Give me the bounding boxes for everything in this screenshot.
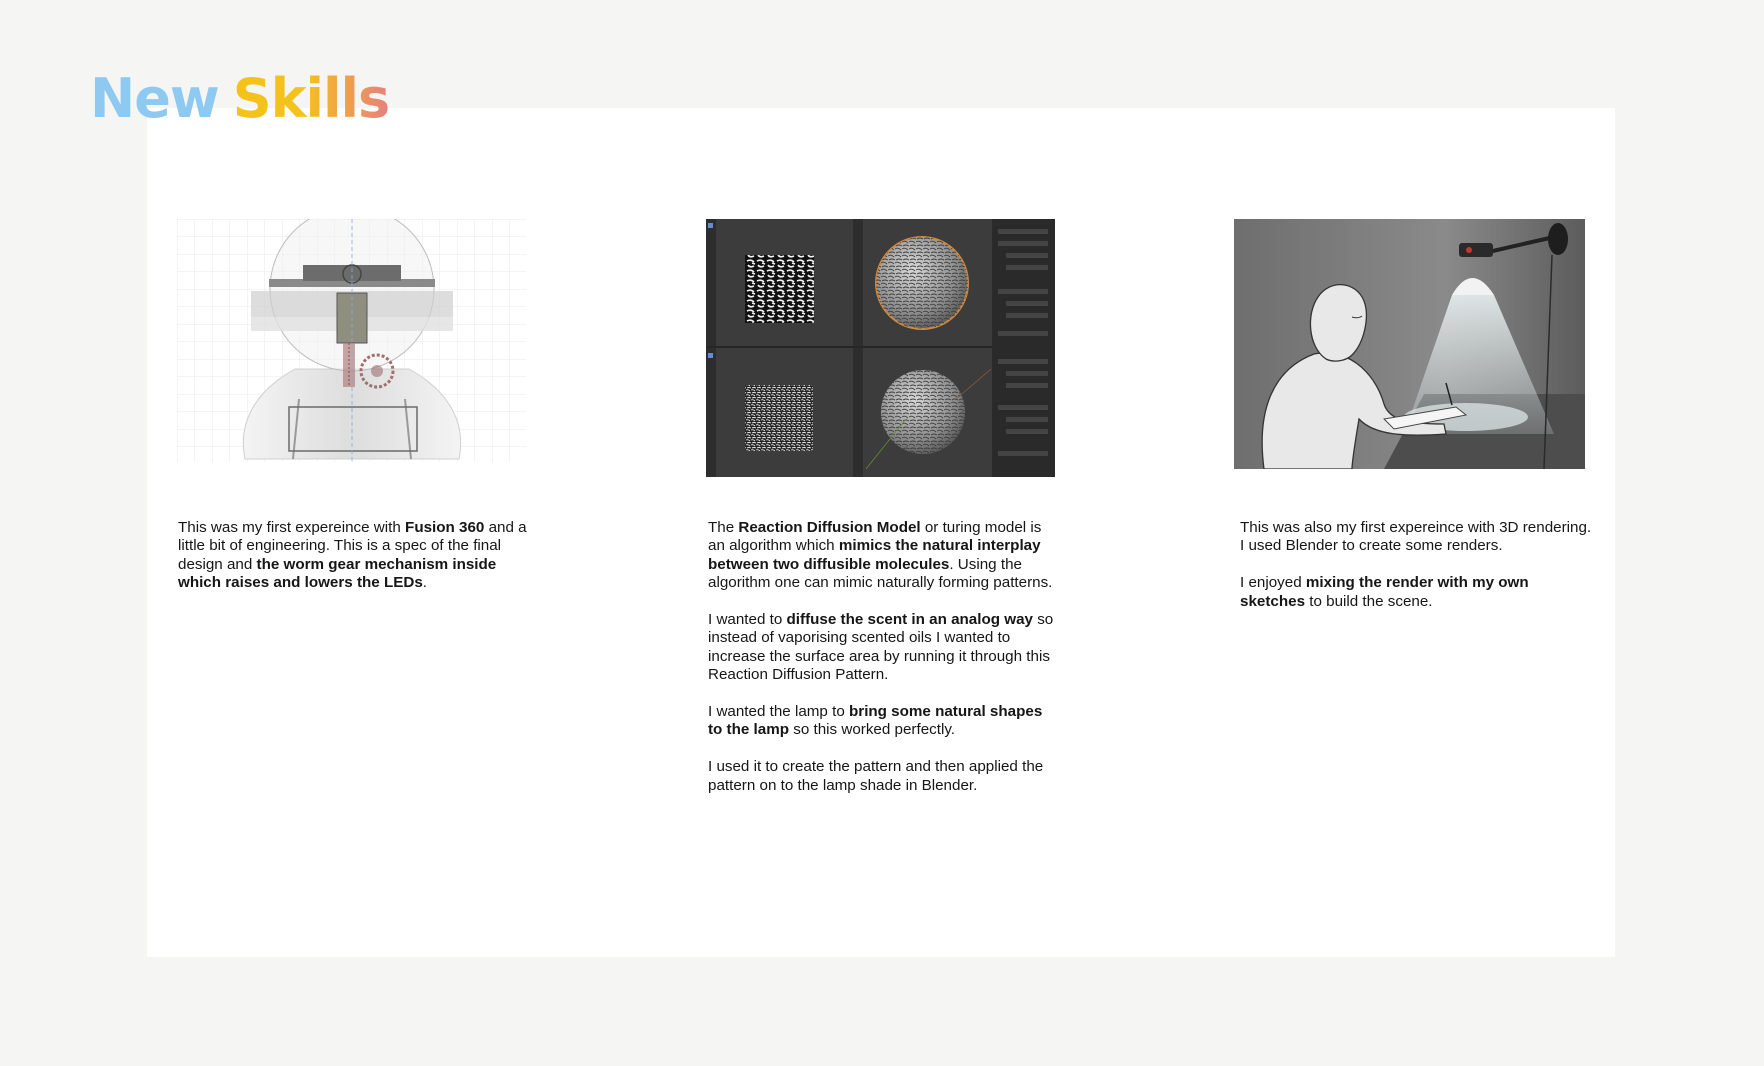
paragraph [1240, 519, 1592, 556]
paragraph [1240, 574, 1592, 611]
text: This was my first expereince with [178, 519, 406, 536]
paragraph [708, 519, 1060, 593]
cad-drawing-icon [177, 219, 526, 462]
text: The [708, 519, 739, 536]
fusion-360-cad-image [177, 219, 526, 462]
text: . [422, 574, 427, 592]
title-word-new: New [90, 67, 219, 130]
text: I used it to create the pattern and then applied the pattern on to the lamp shade in Blender. [708, 758, 1044, 794]
text: I wanted the lamp to [708, 703, 849, 721]
bold-text: mimics the natural interplay between two diffusible molecules [708, 537, 1041, 573]
bold-text: diffuse the scent in an analog way [786, 611, 1033, 629]
bold-text: the worm gear mechanism inside which raises and lowers the LEDs [178, 555, 497, 592]
page-title [90, 67, 390, 130]
text: or turing model is an algorithm which [708, 519, 1042, 555]
paragraph [708, 611, 1060, 685]
paragraph [708, 703, 1060, 740]
text: I enjoyed [1240, 574, 1306, 592]
description-3d-rendering [1240, 519, 1592, 629]
paragraph [708, 758, 1060, 795]
text: so this worked perfectly. [789, 721, 956, 739]
description-fusion-360 [178, 519, 530, 611]
text: This was also my first expereince with 3D rendering. I used Blender to create some renders. [1240, 519, 1592, 555]
text: and a little bit of engineering. This is a spec of the final design and [178, 519, 527, 573]
bold-text: Fusion 360 [405, 519, 485, 536]
text: so instead of vaporising scented oils I wanted to increase the surface area by running it through this Reaction Diffusion Pattern. [708, 611, 1054, 684]
blender-reaction-diffusion-image [706, 219, 1055, 477]
paragraph [178, 519, 530, 593]
text: . Using the algorithm one can mimic naturally forming patterns. [708, 555, 1053, 592]
blender-screenshot-icon [706, 219, 1055, 477]
description-reaction-diffusion [708, 519, 1060, 813]
person-lamp-render-icon [1234, 219, 1585, 469]
render-sketch-image [1234, 219, 1585, 469]
bold-text: Reaction Diffusion Model [738, 519, 921, 536]
bold-text: mixing the render with my own sketches [1240, 574, 1529, 610]
bold-text: bring some natural shapes to the lamp [708, 703, 1043, 739]
text: I wanted to [708, 611, 787, 629]
title-word-skills: Skills [232, 67, 390, 130]
text: to build the scene. [1305, 592, 1433, 610]
